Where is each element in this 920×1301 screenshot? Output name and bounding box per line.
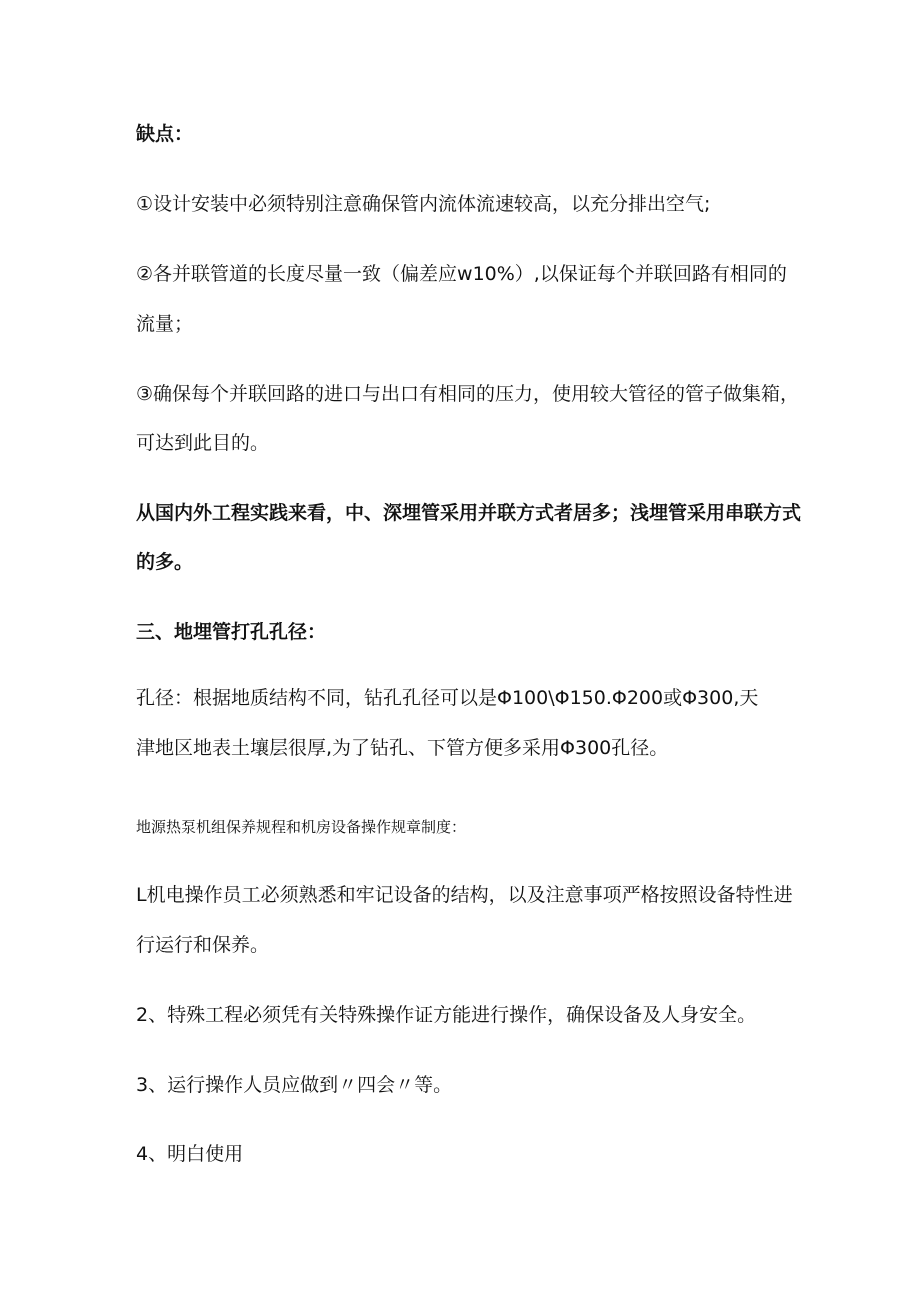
bold-paragraph-line: 从国内外工程实践来看，中、深埋管采用并联方式者居多；浅埋管采用串联方式 <box>136 502 802 524</box>
paragraph-line: 孔径：根据地质结构不同，钻孔孔径可以是Φ100\Φ150.Φ200或Φ300,天 <box>136 687 759 709</box>
list-item-line: L机电操作员工必须熟悉和牢记设备的结构，以及注意事项严格按照设备特性进 <box>136 884 793 906</box>
list-item-line: 行运行和保养。 <box>136 934 270 956</box>
paragraph-line: 可达到此目的。 <box>136 432 270 454</box>
small-heading: 地源热泵机组保养规程和机房设备操作规章制度： <box>136 818 467 836</box>
section-heading: 三、地埋管打孔孔径： <box>136 621 327 643</box>
list-item-line: 3、运行操作人员应做到〃四会〃等。 <box>136 1074 453 1096</box>
paragraph-line: ③确保每个并联回路的进口与出口有相同的压力，使用较大管径的管子做集箱， <box>136 383 800 405</box>
list-item-line: 4、明白使用 <box>136 1143 244 1165</box>
bold-paragraph-line: 的多。 <box>136 551 194 573</box>
paragraph-line: ②各并联管道的长度尽量一致（偏差应w10%）,以保证每个并联回路有相同的 <box>136 263 787 285</box>
list-item-line: 2、特殊工程必须凭有关特殊操作证方能进行操作，确保设备及人身安全。 <box>136 1004 757 1026</box>
paragraph-line: 津地区地表土壤层很厚,为了钻孔、下管方便多采用Φ300孔径。 <box>136 737 669 759</box>
heading-disadvantages: 缺点： <box>136 123 194 145</box>
paragraph-line: 流量； <box>136 313 194 335</box>
paragraph-line: ①设计安装中必须特别注意确保管内流体流速较高，以充分排出空气; <box>136 193 711 215</box>
